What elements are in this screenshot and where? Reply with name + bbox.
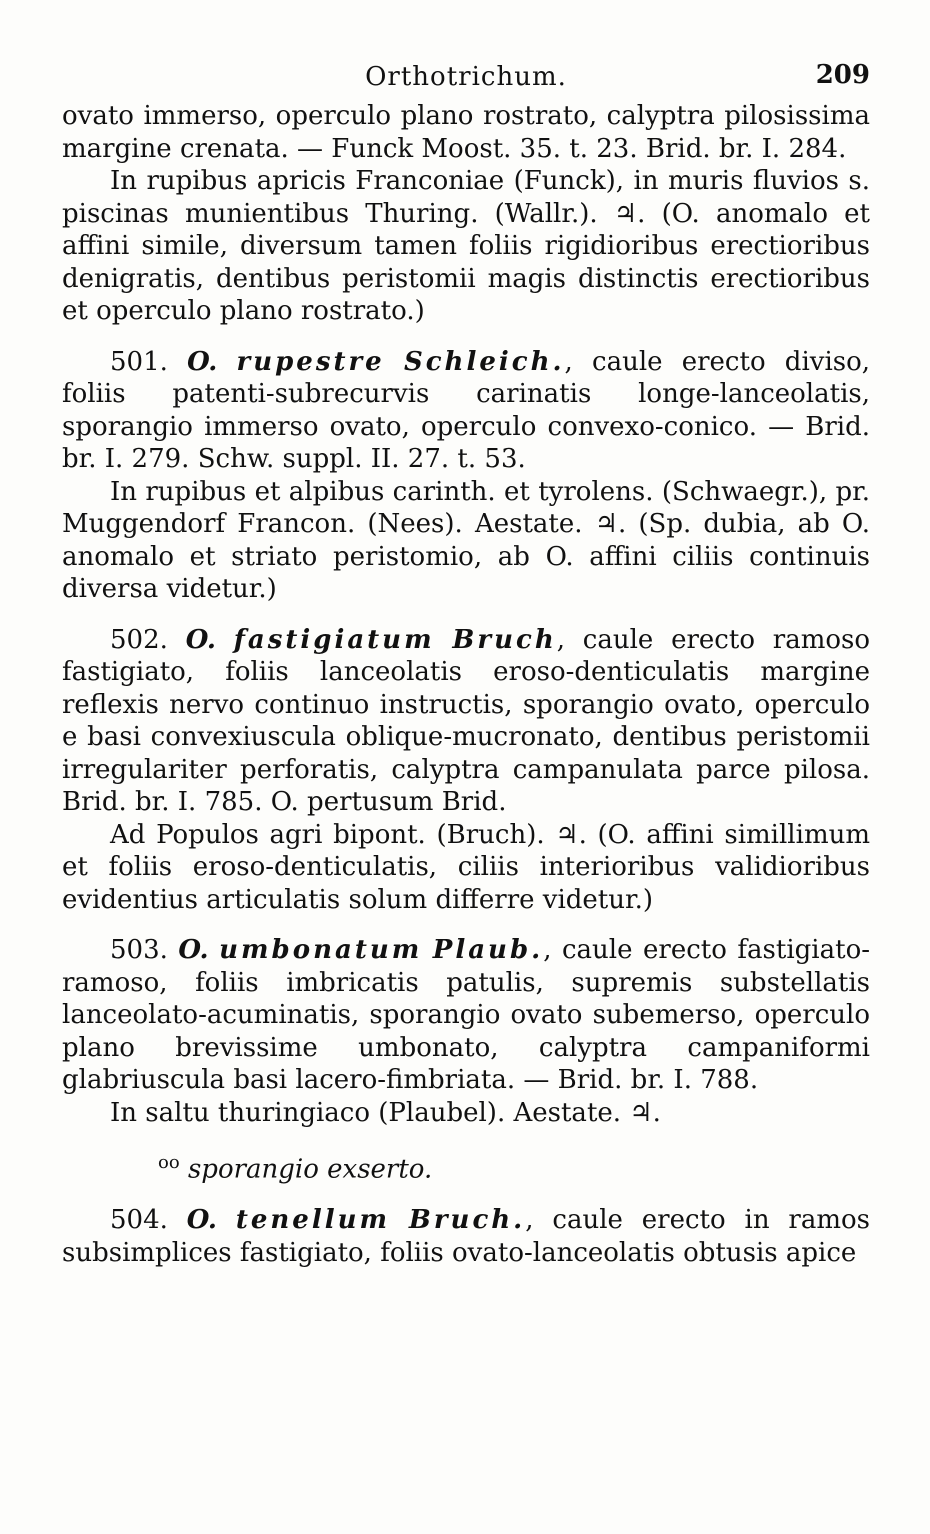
entry-description: , caule erecto ramoso fastigiato, foliis lanceolatis eroso-denticulatis margine reflexis nervo continuo instructis, sporangio ovato, operculo e basi convexiuscula oblique-mucronato, dentibus peristomii irregulariter perforatis, calyptra campanulata parce pilosa. Brid. br. I. 785. O. pertusum Brid.	[62, 624, 871, 817]
page-number: 209	[815, 60, 870, 90]
running-title: Orthotrichum.	[365, 62, 567, 92]
paragraph: ovato immerso, operculo plano rostrato, calyptra pilosissima margine crenata. — Funck Moost. 35. t. 23. Brid. br. I. 284.	[62, 101, 870, 164]
genus: O.	[178, 935, 209, 965]
paragraph: In saltu thuringiaco (Plaubel). Aestate. ♃.	[110, 1097, 661, 1128]
species-name: umbonatum	[219, 935, 423, 965]
paragraph: In rupibus et alpibus carinth. et tyrolens. (Schwaegr.), pr. Muggendorf Francon. (Nees). Aestate. ♃. (Sp. dubia, ab O. anomalo et striato peristomio, ab O. affini ciliis continuis diversa videtur.)	[62, 476, 870, 604]
subheading-mark: oo	[158, 1152, 180, 1173]
section-subheading	[62, 1147, 870, 1186]
species-author: Bruch	[452, 624, 557, 655]
species-name: tenellum	[235, 1205, 390, 1236]
entry-description: , caule erecto in ramos subsimplices fastigiato, foliis ovato-lanceolatis obtusis apice	[62, 1205, 871, 1268]
genus: O.	[186, 1205, 217, 1236]
running-header	[62, 56, 870, 100]
entry-number: 502.	[110, 624, 168, 655]
species-name: fastigiatum	[233, 624, 435, 655]
species-author: Schleich.	[403, 346, 565, 377]
entry-description: , caule erecto fastigiato-ramoso, foliis imbricatis patulis, supremis substellatis lanceolato-acuminatis, sporangio ovato subemerso, operculo plano brevissime umbonato, calyptra campaniformi glabriuscula basi lacero-fimbriata. — Brid. br. I. 788.	[62, 935, 871, 1095]
species-author: Bruch.	[408, 1205, 526, 1236]
species-entry	[62, 934, 870, 1097]
subheading-text: sporangio exserto.	[187, 1154, 433, 1185]
paragraph: Ad Populos agri bipont. (Bruch). ♃. (O. affini simillimum et foliis eroso-denticulatis, ciliis interioribus validioribus evidentius articulatis solum differre videtur.)	[62, 819, 870, 915]
entry-number: 504.	[110, 1205, 168, 1236]
genus: O.	[187, 346, 218, 377]
entry-number: 501.	[110, 346, 168, 377]
paragraph: In rupibus apricis Franconiae (Funck), in muris fluvios s. piscinas munientibus Thuring. (Wallr.). ♃. (O. anomalo et affini simile, diversum tamen foliis rigidioribus erectioribus denigratis, dentibus peristomii magis distinctis erectioribus et operculo plano rostrato.)	[62, 166, 870, 326]
species-entry	[62, 624, 870, 819]
species-name: rupestre	[236, 346, 385, 377]
genus: O.	[185, 624, 216, 655]
species-entry	[62, 346, 870, 476]
species-author: Plaub.	[432, 935, 544, 965]
entry-description: , caule erecto diviso, foliis patenti-subrecurvis carinatis longe-lanceolatis, sporangio immerso ovato, operculo convexo-conico. — Brid. br. I. 279. Schw. suppl. II. 27. t. 53.	[62, 346, 871, 474]
species-entry	[62, 1204, 870, 1269]
entry-number: 503.	[110, 935, 168, 965]
page	[62, 56, 870, 1269]
